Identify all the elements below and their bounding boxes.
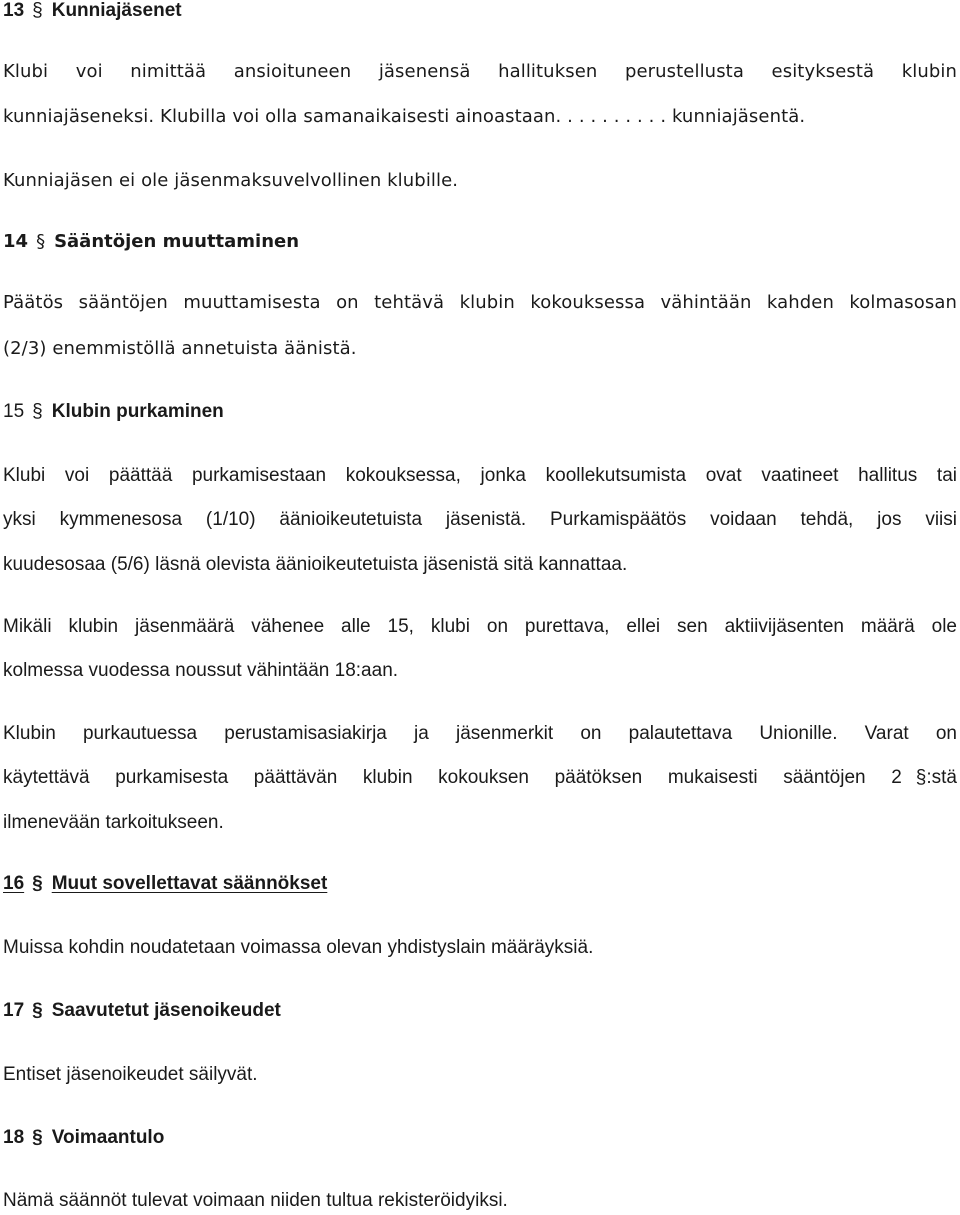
section-title: Saavutetut jäsenoikeudet [51,1000,281,1021]
section-14-paragraph-1-line-2: (2/3) enemmistöllä annetuista äänistä. [3,338,357,359]
section-sign: § [32,401,43,422]
section-title: Sääntöjen muuttaminen [54,231,300,252]
section-18-paragraph-1: Nämä säännöt tulevat voimaan niiden tultua rekisteröidyiksi. [3,1190,508,1211]
section-18-heading [3,1127,164,1149]
section-13-paragraph-1-line-2: kunniajäseneksi. Klubilla voi olla samanaikaisesti ainoastaan. . . . . . . . . . kunniajäsentä. [3,106,806,127]
section-17-heading [3,1000,281,1022]
section-sign: § [32,0,43,21]
section-title: Klubin purkaminen [51,401,224,422]
section-number: 17 [3,1000,25,1021]
section-14-paragraph-1-line-1: Päätös sääntöjen muuttamisesta on tehtävä klubin kokouksessa vähintään kahden kolmasosan [3,292,957,313]
section-15-paragraph-3-line-2 [3,767,957,789]
section-title: Muut sovellettavat säännökset [51,873,328,894]
section-16-heading [3,873,327,895]
section-number: 18 [3,1127,25,1148]
section-15-heading [3,401,224,423]
paragraph-text: :stä [926,767,957,788]
section-number: 15 [3,401,25,422]
section-16-paragraph-1: Muissa kohdin noudatetaan voimassa olevan yhdistyslain määräyksiä. [3,937,594,958]
section-sign: § [36,231,46,252]
section-15-paragraph-3-line-1: Klubin purkautuessa perustamisasiakirja ja jäsenmerkit on palautettava Unionille. Varat on [3,723,957,744]
section-sign: § [32,1127,43,1148]
paragraph-text: käytettävä purkamisesta päättävän klubin kokouksen päätöksen mukaisesti sääntöjen 2 [3,767,902,788]
section-15-paragraph-2-line-2: kolmessa vuodessa noussut vähintään 18:aan. [3,660,399,681]
section-sign: § [32,1000,43,1021]
section-15-paragraph-3-line-3: ilmenevään tarkoitukseen. [3,812,224,833]
section-number: 16 [3,873,25,894]
section-15-paragraph-1-line-2: yksi kymmenesosa (1/10) äänioikeutetuista jäsenistä. Purkamispäätös voidaan tehdä, jos viisi [3,509,957,530]
section-14-heading [3,231,299,252]
section-sign: § [915,767,927,788]
section-15-paragraph-1-line-1: Klubi voi päättää purkamisestaan kokouksessa, jonka koollekutsumista ovat vaatineet hallitus tai [3,465,957,486]
section-title: Kunniajäsenet [51,0,182,21]
section-15-paragraph-2-line-1: Mikäli klubin jäsenmäärä vähenee alle 15, klubi on purettava, ellei sen aktiivijäsenten määrä ole [3,616,957,637]
section-15-paragraph-1-line-3: kuudesosaa (5/6) läsnä olevista äänioikeutetuista jäsenistä sitä kannattaa. [3,554,628,575]
section-number: 14 [3,231,29,252]
section-13-paragraph-2: Kunniajäsen ei ole jäsenmaksuvelvollinen klubille. [3,170,459,191]
section-13-heading [3,0,182,22]
section-17-paragraph-1: Entiset jäsenoikeudet säilyvät. [3,1064,258,1085]
section-sign: § [32,873,43,894]
section-number: 13 [3,0,25,21]
section-title: Voimaantulo [51,1127,165,1148]
section-13-paragraph-1-line-1: Klubi voi nimittää ansioituneen jäsenensä hallituksen perustellusta esityksestä klubin [3,61,957,82]
